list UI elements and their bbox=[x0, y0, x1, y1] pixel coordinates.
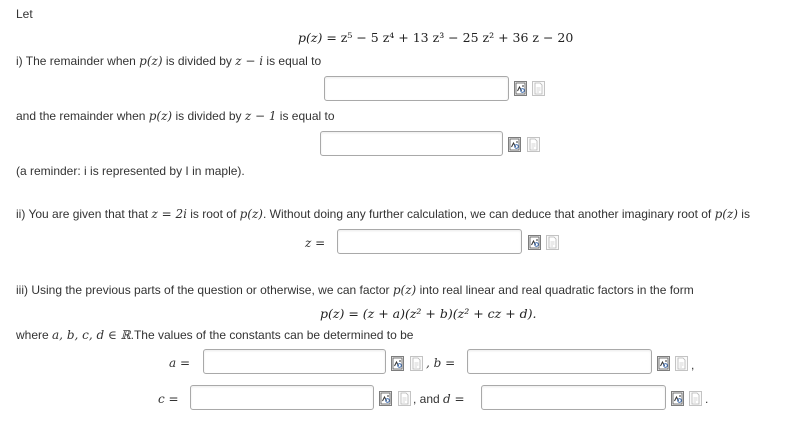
part3-prefix: iii) Using the previous parts of the question or otherwise, we can factor bbox=[16, 283, 393, 297]
part2-mid: is root of bbox=[186, 207, 240, 221]
c-input[interactable] bbox=[190, 385, 374, 410]
part1-q2-divisor: z − 1 bbox=[244, 109, 277, 123]
z-label: z = bbox=[305, 236, 326, 250]
part1-q1-divisor: z − i bbox=[235, 54, 264, 68]
polynomial-lhs: p(z) = bbox=[298, 30, 341, 45]
part3-rest: into real linear and real quadratic factors in the form bbox=[416, 283, 694, 297]
preview-icon[interactable] bbox=[546, 235, 559, 250]
factor-form-formula: p(z) = (z + a)(z² + b)(z² + cz + d). bbox=[320, 306, 537, 321]
part2-root: z = 2i bbox=[151, 207, 187, 221]
preview-icon[interactable] bbox=[532, 81, 545, 96]
part1-q2-mid: is divided by bbox=[172, 109, 245, 123]
part2-pz2: p(z) bbox=[714, 207, 738, 221]
preview-icon[interactable] bbox=[689, 391, 702, 406]
part2-question bbox=[16, 207, 750, 221]
preview-icon[interactable] bbox=[527, 137, 540, 152]
d-input[interactable] bbox=[481, 385, 666, 410]
d-sep-text: , and bbox=[413, 392, 444, 406]
part1-q2-suffix: is equal to bbox=[276, 109, 335, 123]
part3-question bbox=[16, 283, 694, 297]
c-label: c = bbox=[158, 392, 179, 406]
a-input[interactable] bbox=[203, 349, 386, 374]
preview-icon[interactable] bbox=[675, 356, 688, 371]
part1-q1-mid: is divided by bbox=[162, 54, 236, 68]
part2-end: is bbox=[737, 207, 750, 221]
polynomial-terms: z⁵ − 5 z⁴ + 13 z³ − 25 z² + 36 z − 20 bbox=[340, 30, 574, 45]
d-label: d = bbox=[443, 392, 465, 406]
part3-pz: p(z) bbox=[392, 283, 417, 297]
part1-q2-prefix: and the remainder when bbox=[16, 109, 149, 123]
where-text bbox=[16, 328, 413, 342]
trailing-period: . bbox=[705, 392, 709, 406]
equation-editor-icon[interactable] bbox=[657, 356, 670, 371]
part1-q2-pz: p(z) bbox=[148, 109, 173, 123]
where-math: a, b, c, d ∈ ℝ bbox=[52, 328, 131, 342]
where-rest: .The values of the constants can be determined to be bbox=[130, 328, 414, 342]
part2-rest: . Without doing any further calculation, we can deduce that another imaginary root of bbox=[262, 207, 715, 221]
equation-editor-icon[interactable] bbox=[528, 235, 541, 250]
equation-editor-icon[interactable] bbox=[508, 137, 521, 152]
b-label: , b = bbox=[426, 356, 456, 370]
part2-prefix: ii) You are given that that bbox=[16, 207, 152, 221]
b-separator bbox=[426, 356, 455, 370]
preview-icon[interactable] bbox=[398, 391, 411, 406]
equation-editor-icon[interactable] bbox=[514, 81, 527, 96]
trailing-comma: , bbox=[691, 358, 695, 372]
maple-reminder: (a reminder: i is represented by I in maple). bbox=[16, 164, 245, 178]
preview-icon[interactable] bbox=[410, 356, 423, 371]
remainder-1-input[interactable] bbox=[320, 131, 503, 156]
equation-editor-icon[interactable] bbox=[391, 356, 404, 371]
b-input[interactable] bbox=[467, 349, 652, 374]
d-separator bbox=[413, 392, 465, 406]
equation-editor-icon[interactable] bbox=[671, 391, 684, 406]
part1-question1 bbox=[16, 54, 321, 68]
part1-question2 bbox=[16, 109, 335, 123]
polynomial-formula bbox=[298, 30, 573, 45]
part1-q1-pz: p(z) bbox=[139, 54, 163, 68]
part1-q1-prefix: i) The remainder when bbox=[16, 54, 140, 68]
part2-pz: p(z) bbox=[239, 207, 263, 221]
equation-editor-icon[interactable] bbox=[379, 391, 392, 406]
remainder-i-input[interactable] bbox=[324, 76, 509, 101]
imaginary-root-input[interactable] bbox=[337, 229, 522, 254]
intro-text: Let bbox=[16, 7, 33, 21]
a-label: a = bbox=[169, 356, 191, 370]
part1-q1-suffix: is equal to bbox=[263, 54, 322, 68]
where-prefix: where bbox=[16, 328, 53, 342]
